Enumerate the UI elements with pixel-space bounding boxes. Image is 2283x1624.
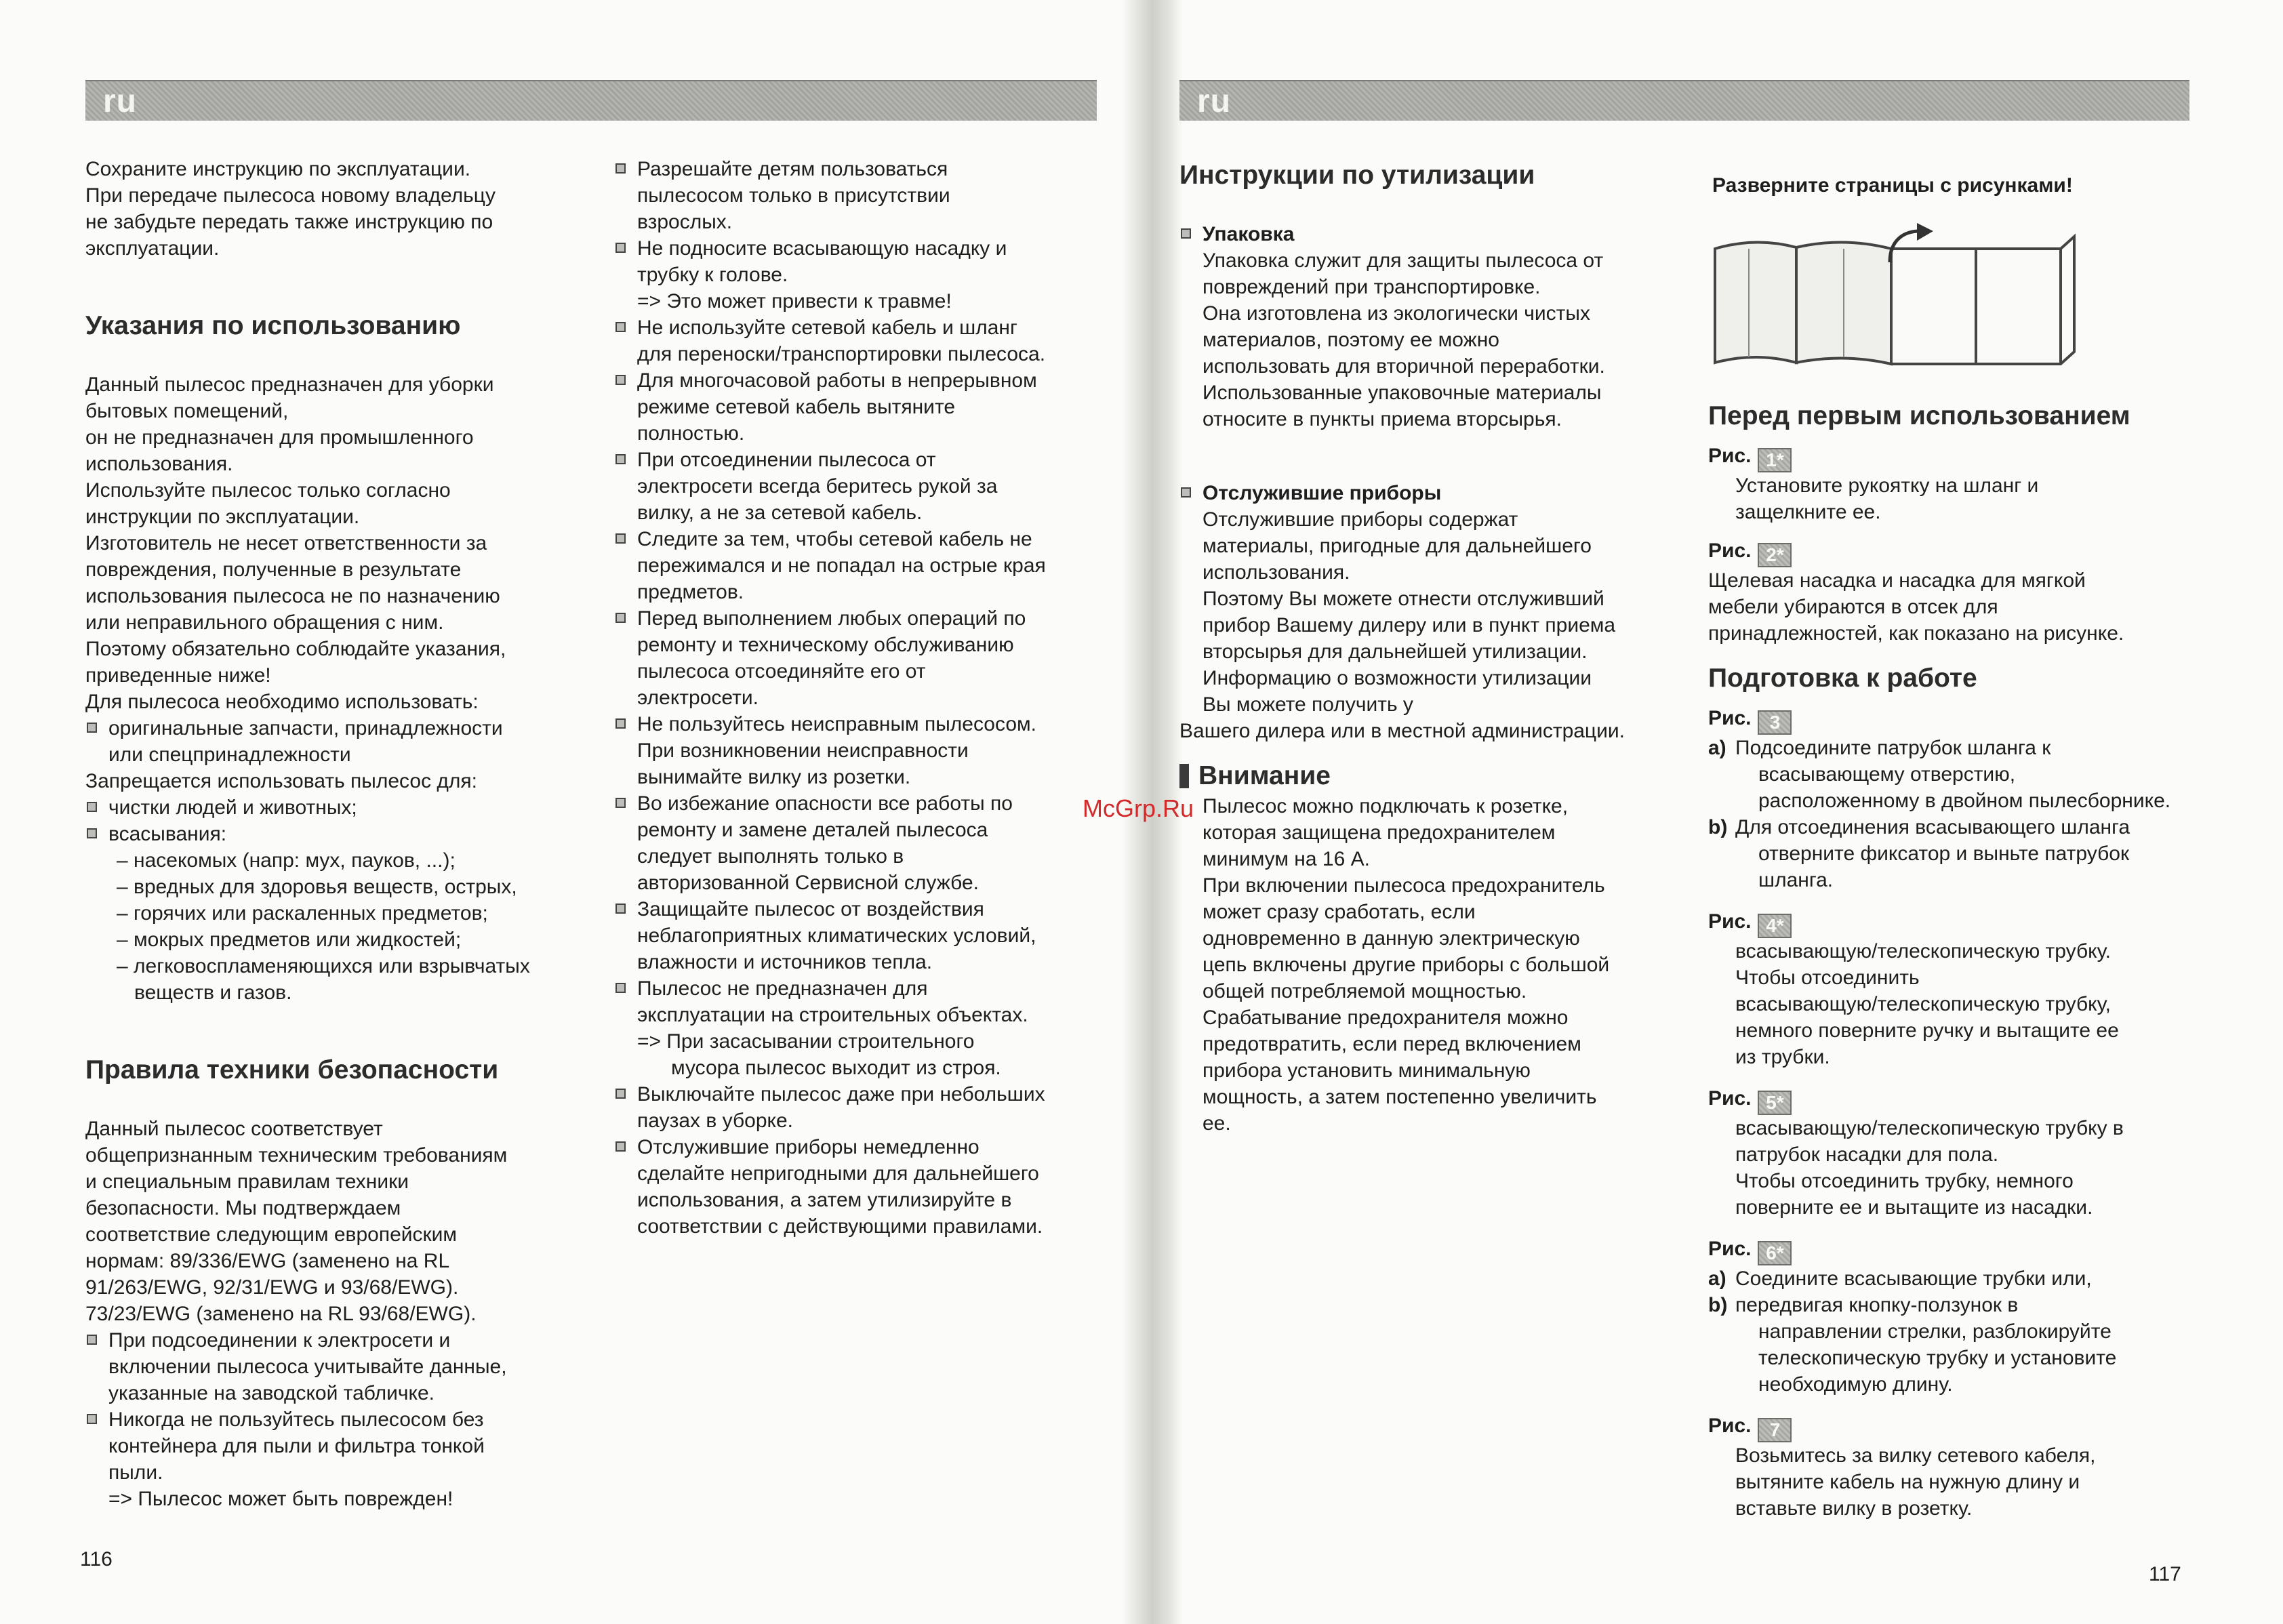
dash-item: – мокрых предметов или жидкостей; [117,929,462,951]
bullet-square-icon [87,723,97,733]
text-line: вилку, а не за сетевой кабель. [637,502,923,524]
text-line: использования. [1203,561,1350,584]
bullet-item [85,715,560,768]
bullet-item [614,526,1102,605]
text-line: отверните фиксатор и выньте патрубок [1758,843,2130,865]
text-line: не забудьте передать также инструкцию по [85,211,493,233]
text-line: При подсоединении к электросети и [108,1329,451,1352]
left-column-2 [614,156,1102,1240]
figure-ref [1708,537,2250,567]
bullet-item [614,896,1102,975]
bullet-item [614,314,1102,367]
text-line: предметов. [637,581,744,603]
step-item [1708,1292,2250,1398]
page-number: 116 [80,1548,113,1570]
bullet-square-icon [615,533,626,544]
text-line: Защищайте пылесос от воздействия [637,898,984,920]
text-line: и специальным правилам техники [85,1171,409,1193]
text-line: Поэтому обязательно соблюдайте указания, [85,638,506,660]
text-line: Не подносите всасывающую насадку и [637,237,1007,260]
step-item [1708,814,2250,893]
step-item [1708,1265,2250,1292]
text-line: мощность, а затем постепенно увеличить [1203,1086,1597,1108]
text-line: пылесосом только в присутствии [637,184,950,207]
text-line: Она изготовлена из экологически чистых [1203,302,1590,325]
bullet-square-icon [615,163,626,174]
left-page [0,0,1125,1624]
text-line: шланга. [1758,869,1834,891]
figure-number-badge: 6* [1758,1241,1792,1265]
text-line: нормам: 89/336/EWG (заменено на RL [85,1250,450,1272]
note-line: => При засасывании строительного [637,1030,975,1053]
language-header-bar [85,80,1097,121]
text-line: материалы, пригодные для дальнейшего [1203,535,1592,557]
dash-item: – насекомых (напр: мух, пауков, ...); [117,849,456,872]
text-line: Упаковка служит для защиты пылесоса от [1203,249,1604,272]
figure-number-badge: 5* [1758,1091,1792,1115]
note-line: => Это может привести к травме! [637,290,952,312]
text-line: безопасности. Мы подтверждаем [85,1197,401,1219]
text-line: всасывающую/телескопическую трубку, [1735,993,2111,1015]
figure-number-badge: 2* [1758,543,1792,567]
figure-label: Рис. [1708,910,1752,933]
bullet-square-icon [87,828,97,838]
figure-label: Рис. [1708,1415,1752,1437]
text-line: ремонту и техническому обслуживанию [637,634,1014,656]
text-line: Для отсоединения всасывающего шланга [1735,816,2130,838]
bullet-square-icon [1181,228,1191,239]
bullet-item [614,235,1102,314]
text-line: включении пылесоса учитывайте данные, [108,1356,507,1378]
preparation-heading: Подготовка к работе [1708,664,1977,693]
text-line: направлении стрелки, разблокируйте [1758,1320,2112,1343]
text-line: Данный пылесос соответствует [85,1118,383,1140]
figure-label: Рис. [1708,540,1752,562]
text-line: При передаче пылесоса новому владельцу [85,184,496,207]
figure-text [1708,472,2250,525]
figure-label: Рис. [1708,707,1752,729]
figure-ref [1708,705,2250,735]
text-line: Не пользуйтесь неисправным пылесосом. [637,713,1036,735]
figure-text [1708,1442,2250,1522]
text-line: Использованные упаковочные материалы [1203,382,1602,404]
text-line: авторизованной Сервисной службе. [637,872,979,894]
text-line: неблагоприятных климатических условий, [637,925,1036,947]
text-line: При возникновении неисправности [637,739,969,762]
text-line: Для многочасовой работы в непрерывном [637,369,1037,392]
text-line: влажности и источников тепла. [637,951,933,973]
text-line: Соедините всасывающие трубки или, [1735,1267,2092,1290]
figure-number-badge: 4* [1758,914,1792,938]
unfold-pages-illustration [1708,222,2088,378]
text-line: мебели убираются в отсек для [1708,596,1998,618]
bullet-square-icon [615,243,626,253]
text-line: паузах в уборке. [637,1110,794,1132]
step-item [1708,735,2250,814]
text-line: цепь включены другие приборы с большой [1203,954,1610,976]
text-line: Поэтому Вы можете отнести отслуживший [1203,588,1604,610]
text-line: передвигая кнопку-ползунок в [1735,1294,2019,1316]
figure-text [1708,567,2250,647]
figure-label: Рис. [1708,1238,1752,1260]
bullet-item [85,794,560,821]
text-line: полностью. [637,422,745,445]
bullet-item [614,1134,1102,1240]
usage-text [85,371,560,715]
text-line: указанные на заводской табличке. [108,1382,435,1404]
text-line: прибора установить минимальную [1203,1059,1531,1082]
old-appliances-section [1179,480,1668,718]
text-line: ремонту и замене деталей пылесоса [637,819,988,841]
text-line: 91/263/EWG, 92/31/EWG и 93/68/EWG). [85,1276,459,1299]
text-line: приведенные ниже! [85,664,271,687]
text-line: немного поверните ручку и вытащите ее [1735,1019,2119,1042]
bullet-square-icon [615,904,626,914]
text-line: из трубки. [1735,1046,1830,1068]
right-column-2 [1708,172,2250,1522]
text-line: Изготовитель не несет ответственности за [85,532,487,554]
text-line: общей потребляемой мощностью. [1203,980,1527,1002]
text-line: защелкните ее. [1735,501,1881,523]
text-line: соответствие следующим европейским [85,1223,458,1246]
bullet-square-icon [615,798,626,808]
figure-number-badge: 3 [1758,710,1792,735]
text-line: следует выполнять только в [637,845,904,868]
old-appliances-subheading: Отслужившие приборы [1203,482,1442,504]
text-line: повреждений при транспортировке. [1203,276,1541,298]
text-line: электросети. [637,687,759,709]
text-line: может сразу сработать, если [1203,901,1476,923]
packaging-section [1179,221,1668,432]
text-line: Данный пылесос предназначен для уборки [85,373,494,396]
text-line: контейнера для пыли и фильтра тонкой [108,1435,485,1457]
right-column-1 [1179,159,1668,1137]
text-line: инструкции по эксплуатации. [85,506,360,528]
text-line: поверните ее и вытащите из насадки. [1735,1196,2093,1219]
text-line: Разрешайте детям пользоваться [637,158,948,180]
bullet-square-icon [87,802,97,812]
warning-heading [1179,759,1668,793]
text-line: предотвратить, если перед включением [1203,1033,1581,1055]
bullet-square-icon [615,718,626,729]
text-line: Не используйте сетевой кабель и шланг [637,317,1017,339]
text-line: Чтобы отсоединить трубку, немного [1735,1170,2074,1192]
text-line: использования, а затем утилизируйте в [637,1189,1012,1211]
intro-text [85,156,560,262]
warning-title: Внимание [1198,761,1331,790]
step-letter: a) [1708,737,1726,759]
figure-number-badge: 1* [1758,448,1792,472]
left-column-1 [85,156,560,1512]
note-line: => Пылесос может быть поврежден! [108,1488,453,1510]
text-line: необходимую длину. [1758,1373,1953,1396]
text-line: При отсоединении пылесоса от [637,449,936,471]
bullet-square-icon [615,983,626,993]
dash-item: – горячих или раскаленных предметов; [117,902,488,925]
note-line: мусора пылесос выходит из строя. [671,1057,1001,1079]
text-line: ее. [1203,1112,1231,1135]
figure-ref [1708,1085,2250,1115]
text-line: телескопическую трубку и установите [1758,1347,2117,1369]
figure-ref [1708,1236,2250,1265]
text-line: или спецпринадлежности [108,744,351,766]
text-line: вставьте вилку в розетку. [1735,1497,1973,1520]
dash-item: – вредных для здоровья веществ, острых, [117,876,517,898]
figure-ref [1708,908,2250,938]
text-line: всасывающую/телескопическую трубку в [1735,1117,2124,1139]
bullet-square-icon [615,613,626,623]
text-line: минимум на 16 А. [1203,848,1370,870]
text-line: общепризнанным техническим требованиям [85,1144,508,1166]
right-page [1125,0,2283,1624]
watermark: McGrp.Ru [1083,794,1194,822]
before-first-use-heading: Перед первым использованием [1708,401,2130,430]
text-line: принадлежностей, как показано на рисунке. [1708,622,2124,645]
page-number: 117 [2149,1563,2181,1585]
text-line: повреждения, полученные в результате [85,559,462,581]
text-line: режиме сетевой кабель вытяните [637,396,956,418]
text-line: использования. [85,453,233,475]
text-line: Пылесос не предназначен для [637,977,928,1000]
text-line: материалов, поэтому ее можно [1203,329,1499,351]
text-line: всасывающую/телескопическую трубку. [1735,940,2111,962]
bullet-item [614,975,1102,1081]
text-line: Вы можете получить у [1203,693,1413,716]
safety-text [85,1116,560,1327]
dash-list [85,847,560,1006]
text-line: использовать для вторичной переработки. [1203,355,1605,378]
bullet-item [614,1081,1102,1134]
text-line: Сохраните инструкцию по эксплуатации. [85,158,471,180]
text-line: Щелевая насадка и насадка для мягкой [1708,569,2086,592]
text-line: или неправильного обращения с ним. [85,611,444,634]
language-code: ru [1197,83,1231,119]
text-line: одновременно в данную электрическую [1203,927,1580,950]
figure-text [1708,1115,2250,1221]
bullet-item [614,367,1102,447]
bullet-square-icon [615,375,626,385]
text-line: вторсырья для дальнейшей утилизации. [1203,641,1588,663]
language-code: ru [103,83,137,119]
bullet-square-icon [1181,487,1191,498]
bullet-square-icon [615,454,626,464]
figure-number-badge: 7 [1758,1418,1792,1442]
warning-bar-icon [1179,764,1189,788]
text-line: Установите рукоятку на шланг и [1735,474,2039,497]
text-line: пылесоса отсоединяйте его от [637,660,926,683]
language-header-bar [1179,80,2189,121]
figure-ref [1708,1413,2250,1442]
bullet-square-icon [87,1335,97,1345]
warning-text [1179,793,1668,1137]
text-line: бытовых помещений, [85,400,289,422]
text-line: 73/23/EWG (заменено на RL 93/68/EWG). [85,1303,477,1325]
text-line: трубку к голове. [637,264,788,286]
text-line: Во избежание опасности все работы по [637,792,1013,815]
bullet-item [85,1327,560,1406]
text-line: электросети всегда беритесь рукой за [637,475,998,498]
text-line: эксплуатации. [85,237,220,260]
figure-label: Рис. [1708,445,1752,467]
text-line: использования пылесоса не по назначению [85,585,500,607]
text-line: он не предназначен для промышленного [85,426,474,449]
bullet-item [614,790,1102,896]
text-line: оригинальные запчасти, принадлежности [108,717,503,739]
bullet-item [614,711,1102,790]
bullet-item [614,156,1102,235]
figure-ref [1708,443,2250,472]
safety-heading: Правила техники безопасности [85,1055,499,1084]
text-line: прибор Вашему дилеру или в пункт приема [1203,614,1616,636]
text-line: эксплуатации на строительных объектах. [637,1004,1028,1026]
text-line: расположенному в двойном пылесборнике. [1758,790,2171,812]
figure-label: Рис. [1708,1087,1752,1110]
text-line: Возьмитесь за вилку сетевого кабеля, [1735,1444,2096,1467]
text-line: Вашего дилера или в местной администрации. [1179,720,1625,742]
text-line: Никогда не пользуйтесь пылесосом без [108,1408,484,1431]
text-line: Выключайте пылесос даже при небольших [637,1083,1045,1105]
bullet-square-icon [615,1141,626,1152]
text-line: всасывающему отверстию, [1758,763,2016,786]
text-line: Отслужившие приборы содержат [1203,508,1518,531]
text-line: Для пылесоса необходимо использовать: [85,691,479,713]
text-line: вытяните кабель на нужную длину и [1735,1471,2080,1493]
text-line: которая защищена предохранителем [1203,821,1556,844]
text-line: Следите за тем, чтобы сетевой кабель не [637,528,1032,550]
bullet-item [85,821,560,847]
text-line: Используйте пылесос только согласно [85,479,451,502]
bullet-item [614,447,1102,526]
text-line: для переноски/транспортировки пылесоса. [637,343,1046,365]
step-letter: b) [1708,816,1728,838]
text-line: всасывания: [108,823,227,845]
step-letter: b) [1708,1294,1728,1316]
text-line: пережимался и не попадал на острые края [637,554,1046,577]
bullet-item [614,605,1102,711]
text-line: сделайте непригодными для дальнейшего [637,1162,1039,1185]
text-line: Запрещается использовать пылесос для: [85,770,477,792]
text-line: патрубок насадки для пола. [1735,1143,1999,1166]
figure-text [1708,938,2250,1070]
text-line: вынимайте вилку из розетки. [637,766,911,788]
text-line: относите в пункты приема вторсырья. [1203,408,1562,430]
text-line: соответствии с действующими правилами. [637,1215,1043,1238]
text-line: Отслужившие приборы немедленно [637,1136,979,1158]
unfold-pages-note: Разверните страницы с рисунками! [1712,174,2073,197]
text-line: Перед выполнением любых операций по [637,607,1026,630]
bullet-square-icon [87,1414,97,1424]
text-line: пыли. [108,1461,163,1484]
text-line: Срабатывание предохранителя можно [1203,1007,1569,1029]
usage-heading: Указания по использованию [85,311,461,340]
dash-item: – легковоспламеняющихся или взрывчатых веществ и газов. [117,955,530,1004]
packaging-subheading: Упаковка [1203,223,1295,245]
text-line: Информацию о возможности утилизации [1203,667,1592,689]
step-letter: a) [1708,1267,1726,1290]
text-line: взрослых. [637,211,733,233]
text-line: Чтобы отсоединить [1735,967,1920,989]
disposal-heading: Инструкции по утилизации [1179,161,1535,190]
text-line: чистки людей и животных; [108,796,357,819]
text-line: Подсоедините патрубок шланга к [1735,737,2051,759]
text-line: При включении пылесоса предохранитель [1203,874,1605,897]
bullet-item [85,1406,560,1512]
bullet-square-icon [615,322,626,332]
bullet-square-icon [615,1089,626,1099]
text-line: Пылесос можно подключать к розетке, [1203,795,1569,817]
